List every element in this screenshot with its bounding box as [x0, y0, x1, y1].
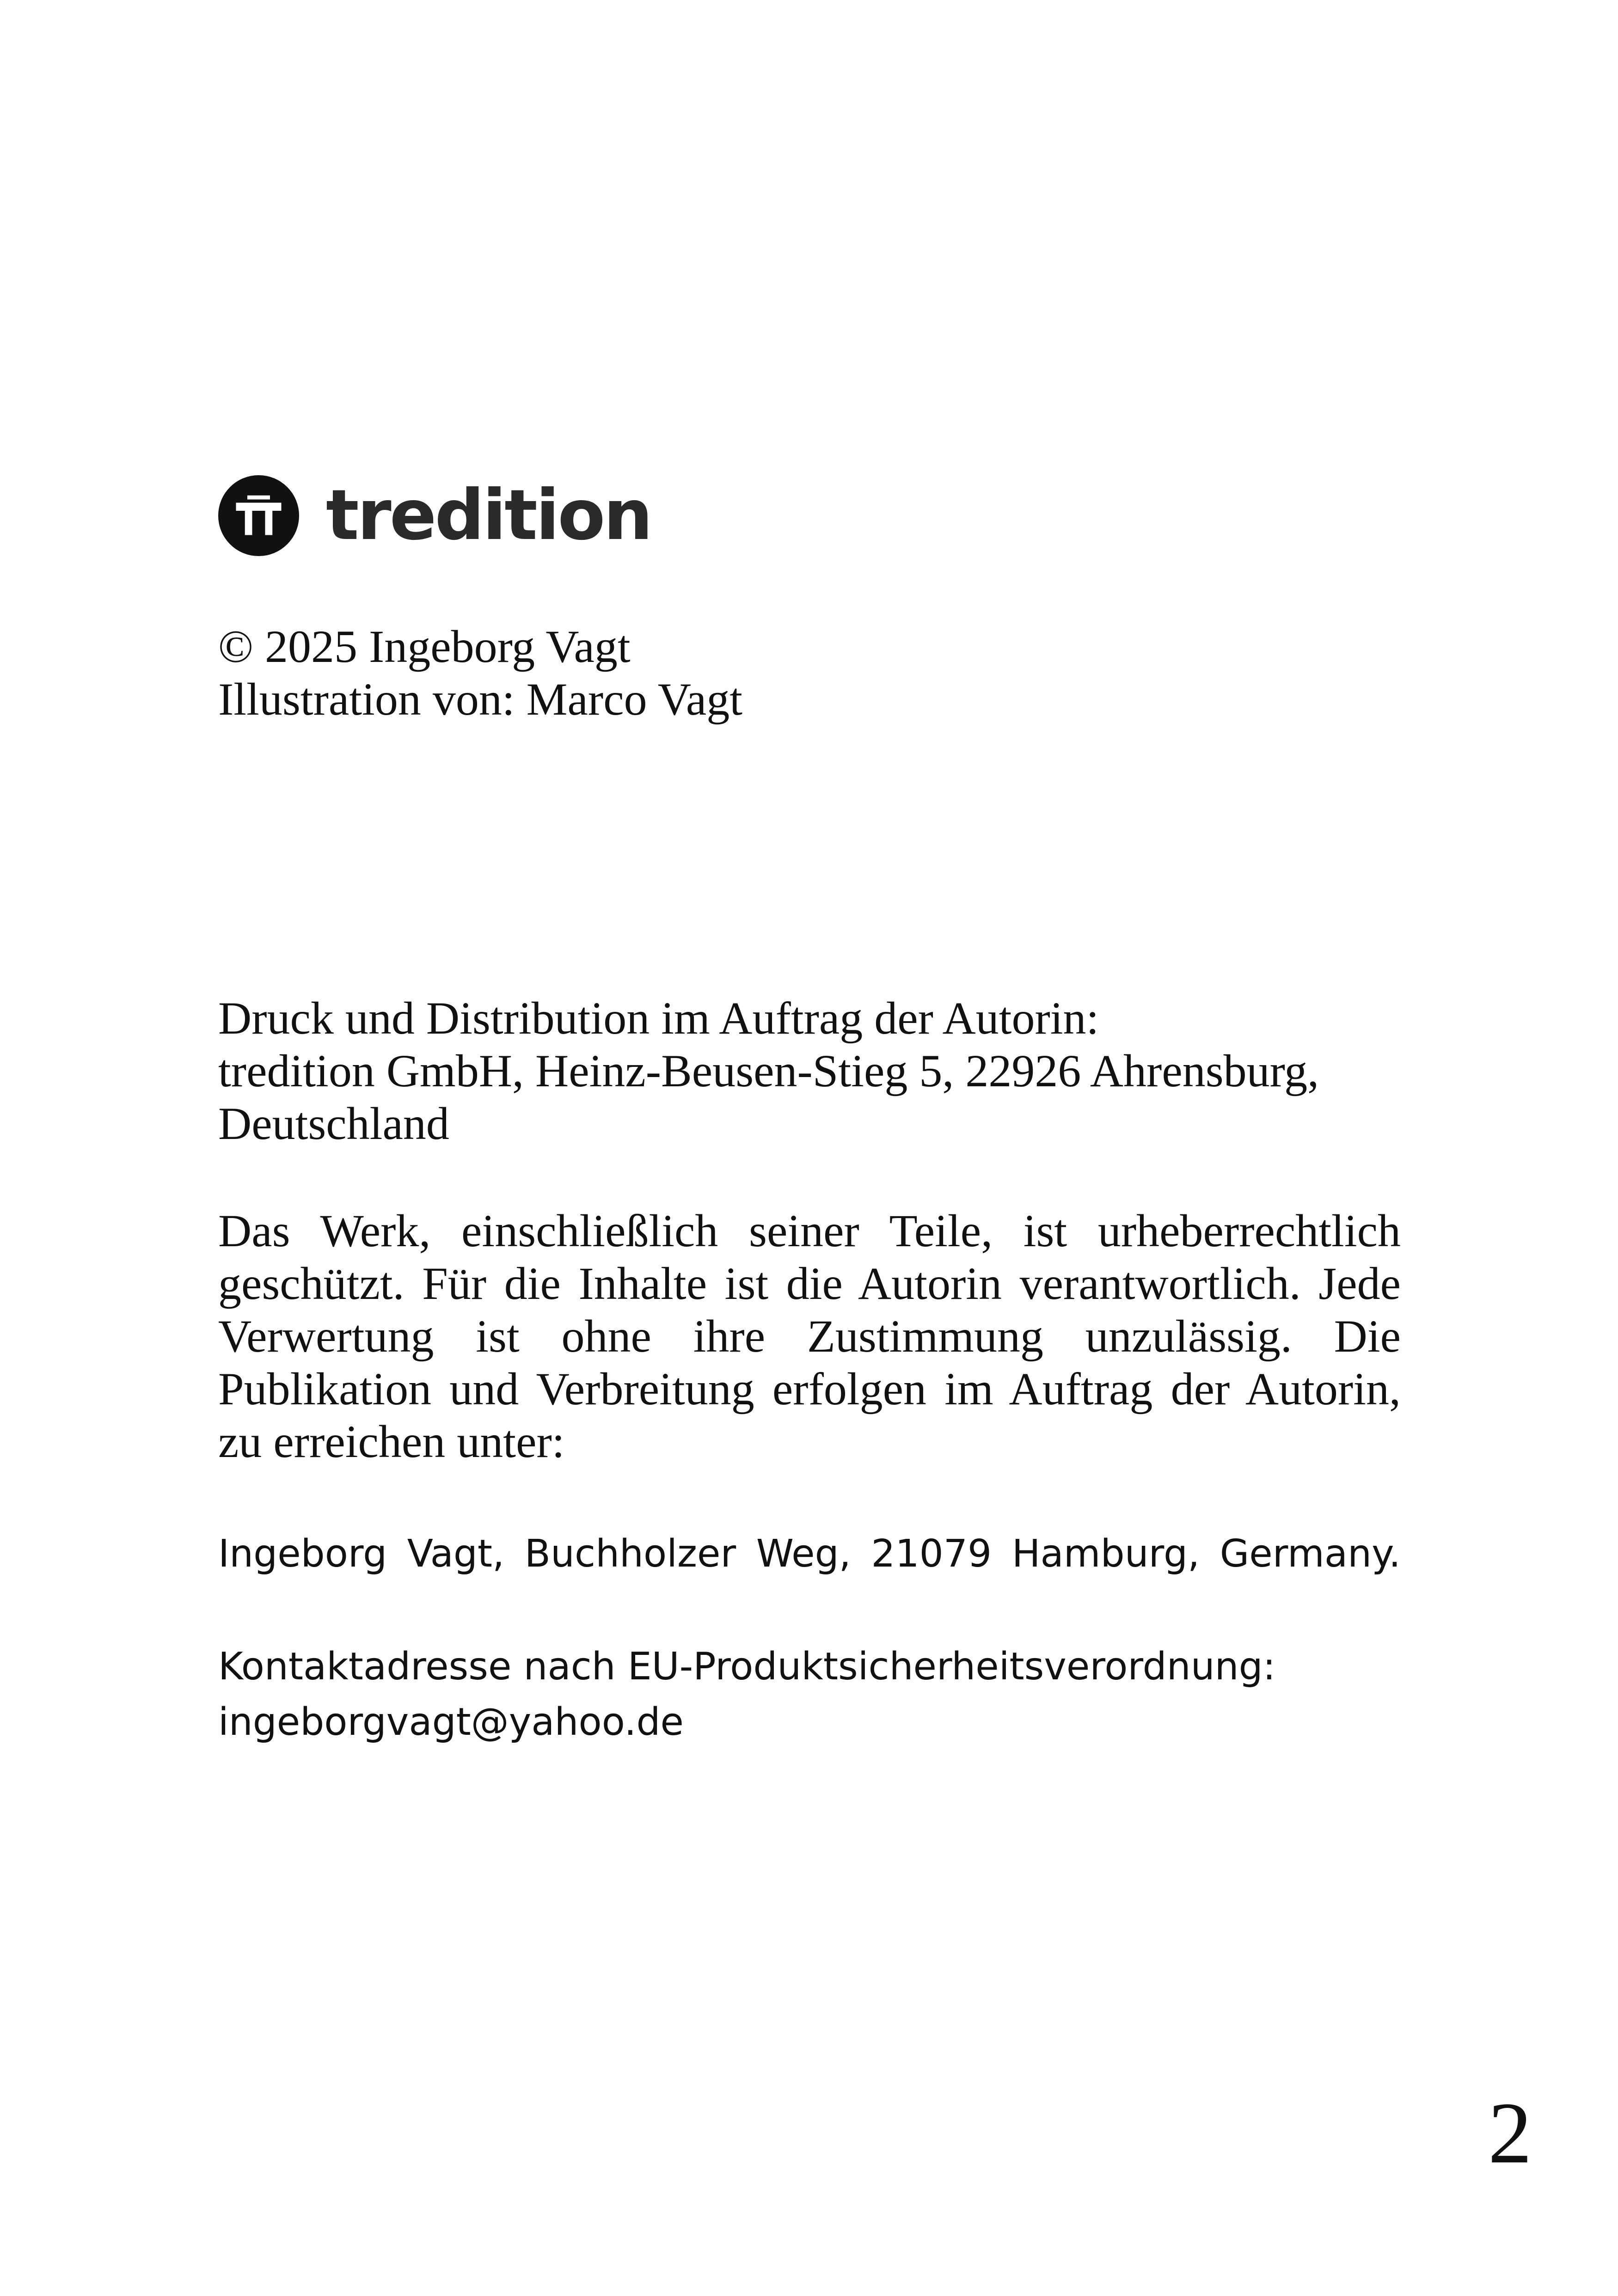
legal-notice-block — [218, 1205, 1401, 1468]
print-distribution-block — [218, 992, 1401, 1150]
author-address: Ingeborg Vagt, Buchholzer Weg, 21079 Hamburg, Germany. — [218, 1532, 1401, 1576]
contact-email: ingeborgvagt@yahoo.de — [218, 1700, 684, 1744]
publisher-logo — [218, 471, 651, 559]
tredition-logo-icon — [218, 475, 299, 556]
print-distribution-heading: Druck und Distribution im Auftrag der Autorin: — [218, 992, 1099, 1044]
legal-notice-text: Das Werk, einschließlich seiner Teile, ist urheberrechtlich geschützt. Für die Inhalte ist die Autorin verantwortlich. Jede Verwertung ist ohne ihre Zustimmung unzulässig. Die Publikation und Verbreitung erfolgen im Auftrag der Autorin, zu erreichen unter: — [218, 1205, 1401, 1467]
page-number: 2 — [1488, 2085, 1532, 2182]
illustration-credit: Illustration von: Marco Vagt — [218, 673, 743, 725]
publisher-country: Deutschland — [218, 1098, 449, 1149]
copyright-line: © 2025 Ingeborg Vagt — [218, 621, 631, 672]
author-address-block — [218, 1526, 1401, 1582]
contact-block — [218, 1639, 1401, 1750]
publisher-address-line: tredition GmbH, Heinz-Beusen-Stieg 5, 22926 Ahrensburg, — [218, 1045, 1319, 1096]
publisher-wordmark: tredition — [326, 475, 651, 556]
contact-heading: Kontaktadresse nach EU-Produktsicherheitsverordnung: — [218, 1645, 1276, 1689]
copyright-block — [218, 620, 1401, 726]
